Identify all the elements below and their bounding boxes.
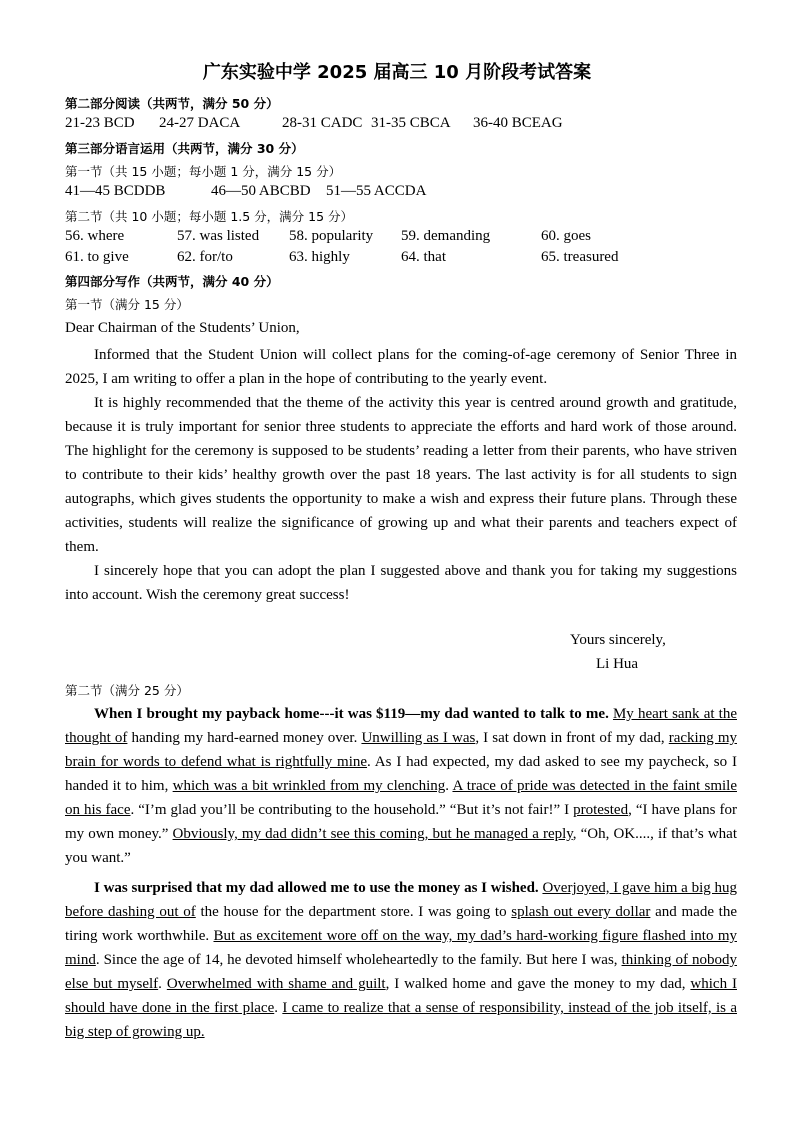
underlined-phrase: A trace of pride was detected in the faint smile on his face: [65, 778, 737, 818]
underlined-phrase: thinking of nobody else but myself: [65, 952, 737, 992]
underlined-phrase: protested: [573, 802, 629, 818]
part4-section1-heading: 第一节（满分 15 分）: [65, 297, 189, 312]
letter-paragraph-3: I sincerely hope that you can adopt the plan I suggested above and thank you for taking my suggestions into account. Wish the ceremony great success!: [65, 563, 737, 603]
text-run: .: [445, 778, 453, 794]
answer-group: 36-40 BCEAG: [473, 115, 563, 131]
fill-answer: 61. to give: [65, 249, 129, 265]
letter-closing: Yours sincerely,: [570, 632, 666, 648]
fill-answer: 58. popularity: [289, 228, 374, 244]
underlined-phrase: But as excitement wore off on the way, my dad’s hard-working figure flashed into my mind: [65, 928, 737, 968]
fill-answer: 57. was listed: [177, 228, 260, 244]
part2-heading: 第二部分阅读（共两节，满分 50 分）: [65, 96, 279, 111]
continuation-paragraph-1: [65, 702, 737, 870]
letter-salutation: Dear Chairman of the Students’ Union,: [65, 320, 300, 336]
text-run: .: [158, 976, 167, 992]
part4-section2-heading: 第二节（满分 25 分）: [65, 683, 189, 698]
fill-answer: 60. goes: [541, 228, 591, 244]
text-run: , “I have plans for my own money.”: [65, 802, 737, 842]
text-run: the house for the department store. I was going to: [195, 904, 512, 920]
part3-heading: 第三部分语言运用（共两节，满分 30 分）: [65, 141, 304, 156]
answer-group: 31-35 CBCA: [371, 115, 451, 131]
underlined-phrase: Overjoyed, I gave him a big hug before dashing out of: [65, 880, 738, 920]
answer-group: 21-23 BCD: [65, 115, 135, 131]
fill-answer: 65. treasured: [541, 249, 619, 265]
underlined-phrase: Overwhelmed with shame and guilt: [166, 976, 386, 992]
text-run: and made the tiring work worthwhile.: [65, 904, 738, 944]
underlined-phrase: Unwilling as I was: [361, 730, 476, 746]
underlined-phrase: I came to realize that a sense of responsibility, instead of the job itself, is a big step of growing up.: [65, 1000, 737, 1040]
fill-answer: 63. highly: [289, 249, 350, 265]
letter-paragraph-1: Informed that the Student Union will collect plans for the coming-of-age ceremony of Senior Three in 2025, I am writing to offer a plan in the hope of contributing to the yearly event.: [65, 347, 737, 387]
text-run: . As I had expected, my dad asked to see my paycheck, so I handed it to him,: [65, 754, 737, 794]
part2-answers: [65, 115, 563, 132]
fill-answer: 62. for/to: [177, 249, 233, 265]
text-run: handing my hard-earned money over.: [127, 730, 362, 746]
fill-answer: 56. where: [65, 228, 125, 244]
text-run: , I walked home and gave the money to my dad,: [385, 976, 691, 992]
part4-heading: 第四部分写作（共两节，满分 40 分）: [65, 274, 279, 289]
text-run: .: [274, 1000, 283, 1016]
continuation-paragraph-2: [65, 876, 737, 1044]
answer-group: 24-27 DACA: [159, 115, 241, 131]
underlined-phrase: My heart sank at the thought of: [65, 706, 737, 746]
answer-group: 41—45 BCDDB: [65, 183, 166, 199]
paragraph-lead-sentence: When I brought my payback home---it was $119—my dad wanted to talk to me.: [94, 706, 609, 722]
fill-answer: 59. demanding: [401, 228, 491, 244]
underlined-phrase: Obviously, my dad didn’t see this coming, but he managed a reply: [172, 826, 573, 842]
underlined-phrase: which was a bit wrinkled from my clenching: [172, 778, 446, 794]
letter-signature: Li Hua: [596, 656, 639, 672]
part3-section2-heading: 第二节（共 10 小题；每小题 1.5 分，满分 15 分）: [65, 209, 354, 224]
paragraph-lead-sentence: I was surprised that my dad allowed me to use the money as I wished.: [94, 880, 539, 896]
underlined-phrase: splash out every dollar: [511, 904, 651, 920]
answer-group: 28-31 CADC: [282, 115, 363, 131]
text-run: , I sat down in front of my dad,: [475, 730, 669, 746]
underlined-phrase: which I should have done in the first place: [65, 976, 737, 1016]
letter-paragraph-2: It is highly recommended that the theme of the activity this year is centred around growth and gratitude, because it is truly important for senior three students to appreciate the efforts and hard work of those around. The highlight for the ceremony is supposed to be students’ reading a letter from their parents, who have striven to contribute to their kids’ healthy growth over the past 18 years. The last activity is for all students to sign autographs, which gives students the opportunity to make a wish and express their future plans. Through these activities, students will realize the significance of growing up and what their parents and teachers expect of them.: [65, 395, 737, 555]
text-run: , “Oh, OK...., if that’s what you want.”: [65, 826, 737, 866]
text-run: . Since the age of 14, he devoted himself wholeheartedly to the family. But here I was,: [95, 952, 622, 968]
answer-group: 51—55 ACCDA: [326, 183, 427, 199]
document-title: 广东实验中学 2025 届高三 10 月阶段考试答案: [202, 62, 592, 83]
underlined-phrase: racking my brain for words to defend what is rightfully mine: [65, 730, 737, 770]
fill-answer: 64. that: [401, 249, 446, 265]
part3-section1-answers: [65, 183, 426, 200]
part3-section1-heading: 第一节（共 15 小题；每小题 1 分，满分 15 分）: [65, 164, 342, 179]
answer-group: 46—50 ABCBD: [211, 183, 311, 199]
text-run: . “I’m glad you’ll be contributing to the household.” “But it’s not fair!” I: [130, 802, 574, 818]
